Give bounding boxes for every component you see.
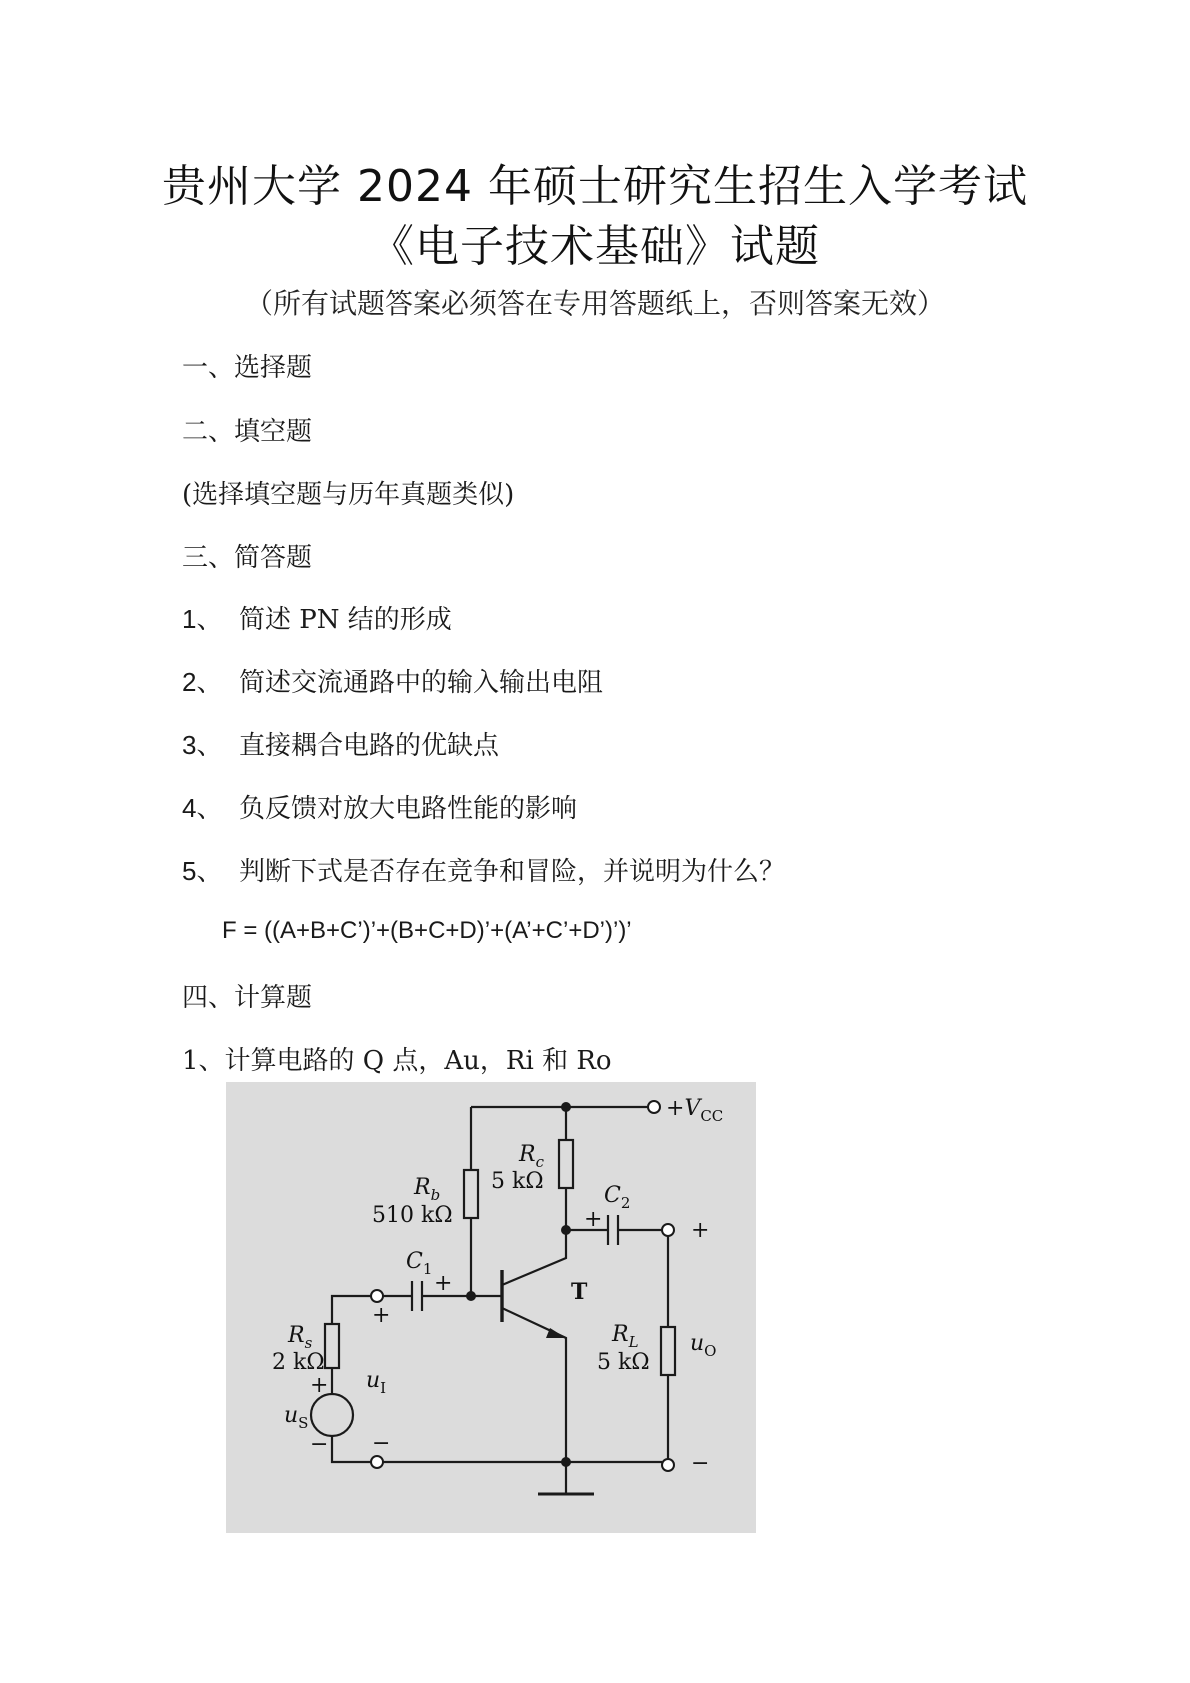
us-label: $u_S$ bbox=[284, 1403, 309, 1432]
question-item bbox=[182, 851, 785, 888]
question-text: 简述交流通路中的输入输出电阻 bbox=[239, 668, 604, 698]
question-number: 2、 bbox=[182, 667, 223, 697]
calc-question-1: 1、计算电路的 Q 点，Au，Ri 和 Ro bbox=[182, 1046, 612, 1076]
exam-instruction: （所有试题答案必须答在专用答题纸上，否则答案无效） bbox=[244, 287, 945, 320]
rs-value: 2 kΩ bbox=[272, 1350, 325, 1375]
section-fill: 二、填空题 bbox=[182, 417, 313, 447]
rl-label: $R_L$ bbox=[612, 1322, 639, 1351]
section-choice: 一、选择题 bbox=[182, 353, 313, 383]
question-item bbox=[182, 662, 603, 699]
exam-title: 贵州大学 2024 年硕士研究生招生入学考试 bbox=[162, 161, 1028, 212]
rb-value: 510 kΩ bbox=[372, 1203, 453, 1228]
output-plus: + bbox=[691, 1218, 710, 1243]
question-number: 3、 bbox=[182, 730, 223, 760]
input-plus: + bbox=[372, 1303, 391, 1328]
output-minus: − bbox=[691, 1451, 710, 1476]
question-text: 负反馈对放大电路性能的影响 bbox=[239, 794, 578, 824]
rl-value: 5 kΩ bbox=[597, 1350, 650, 1375]
source-minus: − bbox=[310, 1432, 329, 1457]
question-number: 1、 bbox=[182, 604, 223, 634]
input-minus: − bbox=[372, 1431, 391, 1456]
question-number: 4、 bbox=[182, 793, 223, 823]
question-number: 5、 bbox=[182, 856, 223, 886]
question-text: 简述 PN 结的形成 bbox=[239, 605, 452, 635]
question-item bbox=[182, 788, 577, 825]
section-remark: (选择填空题与历年真题类似) bbox=[182, 480, 515, 510]
transistor-label: T bbox=[571, 1279, 588, 1305]
question-text: 判断下式是否存在竞争和冒险，并说明为什么？ bbox=[239, 857, 786, 887]
c1-plus: + bbox=[434, 1271, 453, 1296]
question-item bbox=[182, 599, 452, 636]
section-short-answer: 三、简答题 bbox=[182, 543, 313, 573]
logic-formula: F = ((A+B+C’)’+(B+C+D)’+(A’+C’+D’)’)’ bbox=[222, 917, 632, 944]
rc-value: 5 kΩ bbox=[491, 1169, 544, 1194]
vcc-label: $+V_{CC}$ bbox=[666, 1096, 724, 1125]
amplifier-circuit-diagram bbox=[226, 1082, 756, 1533]
rc-label: $R_c$ bbox=[519, 1142, 544, 1171]
rb-label: $R_b$ bbox=[414, 1175, 441, 1204]
c1-label: $C_1$ bbox=[406, 1249, 433, 1278]
question-text: 直接耦合电路的优缺点 bbox=[239, 731, 500, 761]
question-item bbox=[182, 725, 499, 762]
circuit-figure bbox=[226, 1082, 756, 1533]
rs-label: $R_s$ bbox=[288, 1323, 313, 1352]
ui-label: $u_I$ bbox=[366, 1368, 387, 1397]
exam-subject-title: 《电子技术基础》试题 bbox=[370, 221, 820, 272]
source-plus: + bbox=[310, 1373, 329, 1398]
c2-plus: + bbox=[584, 1207, 603, 1232]
section-calc: 四、计算题 bbox=[182, 983, 313, 1013]
uo-label: $u_O$ bbox=[690, 1331, 717, 1360]
c2-label: $C_2$ bbox=[604, 1183, 631, 1212]
